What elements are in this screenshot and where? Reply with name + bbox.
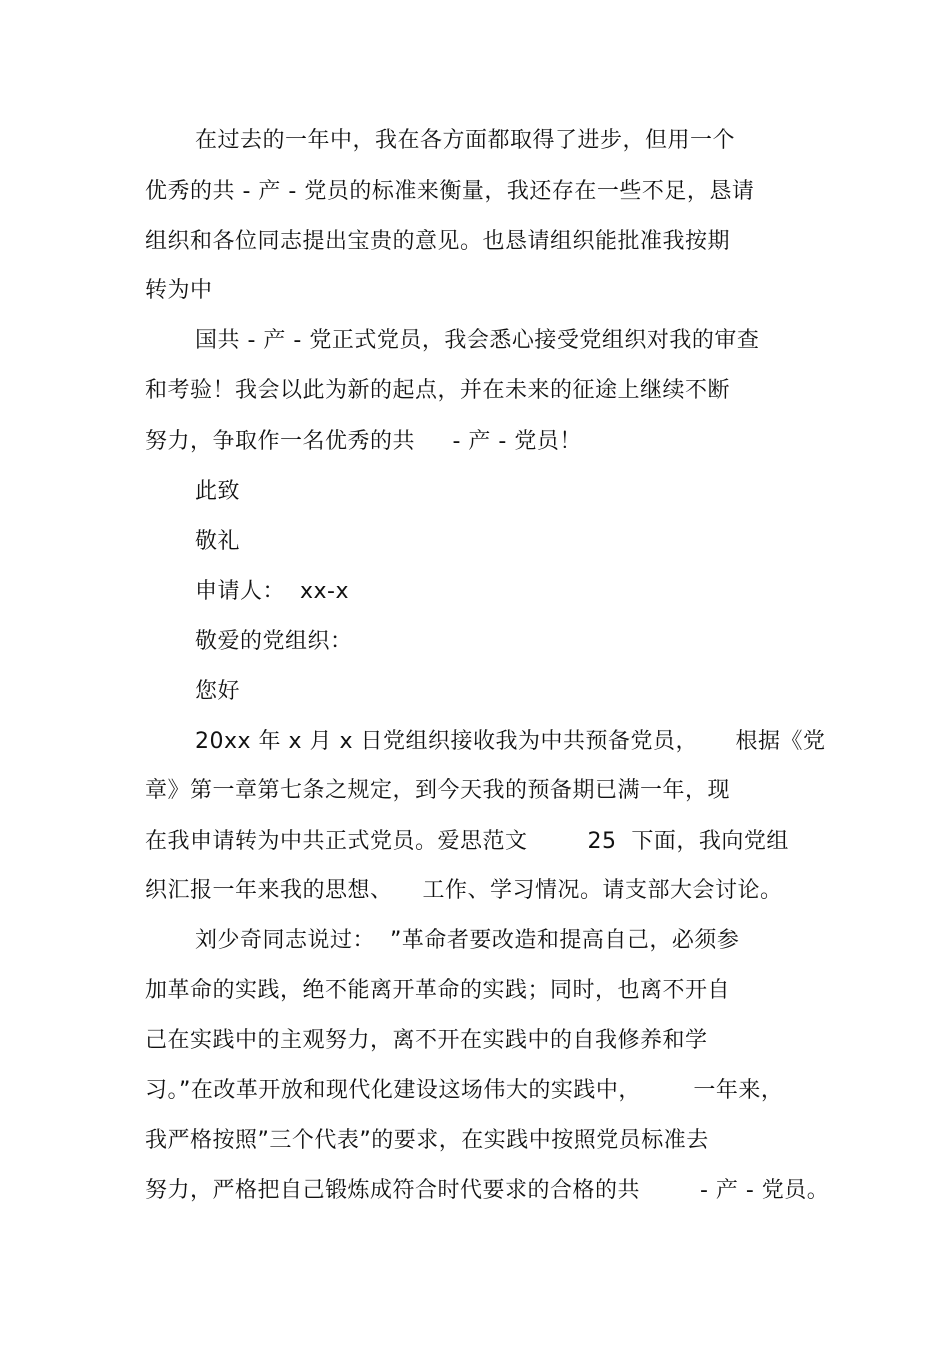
text-line: 我严格按照”三个代表”的要求，在实践中按照党员标准去 — [145, 1128, 709, 1153]
text-line: 己在实践中的主观努力，离不开在实践中的自我修养和学 — [145, 1028, 708, 1053]
closing-line: 此致 — [195, 479, 241, 504]
text-line: 在过去的一年中，我在各方面都取得了进步，但用一个 — [195, 128, 736, 153]
text-line: 努力，争取作一名优秀的共 - 产 - 党员！ — [145, 429, 582, 454]
text-line: 章》第一章第七条之规定，到今天我的预备期已满一年，现 — [145, 778, 731, 803]
text-line: 优秀的共 - 产 - 党员的标准来衡量，我还存在一些不足，恳请 — [145, 179, 755, 204]
text-line: 刘少奇同志说过： ”革命者要改造和提高自己，必须参 — [195, 928, 740, 953]
text-line: 努力，严格把自己锻炼成符合时代要求的合格的共 - 产 - 党员。 — [145, 1178, 830, 1203]
text-line: 习。”在改革开放和现代化建设这场伟大的实践中， 一年来， — [145, 1078, 784, 1103]
text-line: 20xx 年 x 月 x 日党组织接收我为中共预备党员， 根据《党 — [195, 729, 826, 754]
applicant-line: 申请人： xx-x — [195, 579, 349, 604]
salutation-line: 敬礼 — [195, 529, 241, 554]
text-line: 和考验！我会以此为新的起点，并在未来的征途上继续不断 — [145, 378, 731, 403]
text-line: 国共 - 产 - 党正式党员，我会悉心接受党组织对我的审查 — [195, 328, 760, 353]
greeting-line: 您好 — [195, 679, 241, 704]
text-line: 转为中 — [145, 278, 213, 303]
text-line: 加革命的实践，绝不能离开革命的实践；同时，也离不开自 — [145, 978, 731, 1003]
text-line: 织汇报一年来我的思想、 工作、学习情况。请支部大会讨论。 — [145, 878, 783, 903]
text-line: 组织和各位同志提出宝贵的意见。也恳请组织能批准我按期 — [145, 229, 731, 254]
greeting-recipient: 敬爱的党组织： — [195, 629, 353, 654]
text-line: 在我申请转为中共正式党员。爱思范文 25 下面，我向党组 — [145, 829, 789, 854]
